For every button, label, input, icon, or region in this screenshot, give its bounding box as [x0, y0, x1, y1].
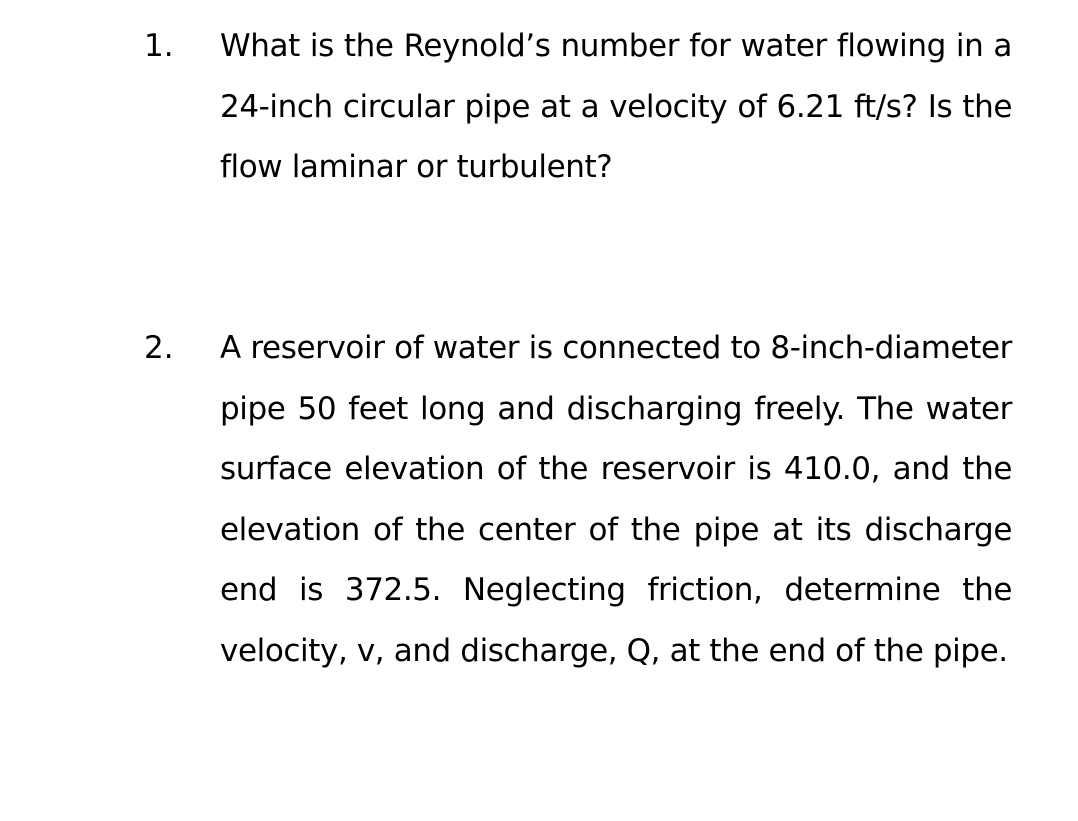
question-number: 1.	[144, 28, 174, 64]
question-text: A reservoir of water is connected to 8-inch-diameter pipe 50 feet long and discharging freely. The water surface elevation of the reservoir is 410.0, and the elevation of the center of the pipe at its discharge end is 372.5. Neglecting friction, determine the velocity, v, and discharge, Q, at the end of the pipe.	[220, 330, 1012, 669]
question-number: 2.	[144, 330, 174, 366]
question-text: What is the Reynold’s number for water flowing in a 24-inch circular pipe at a velocity of 6.21 ft/s? Is the flow laminar or turbulent?	[220, 28, 1012, 185]
